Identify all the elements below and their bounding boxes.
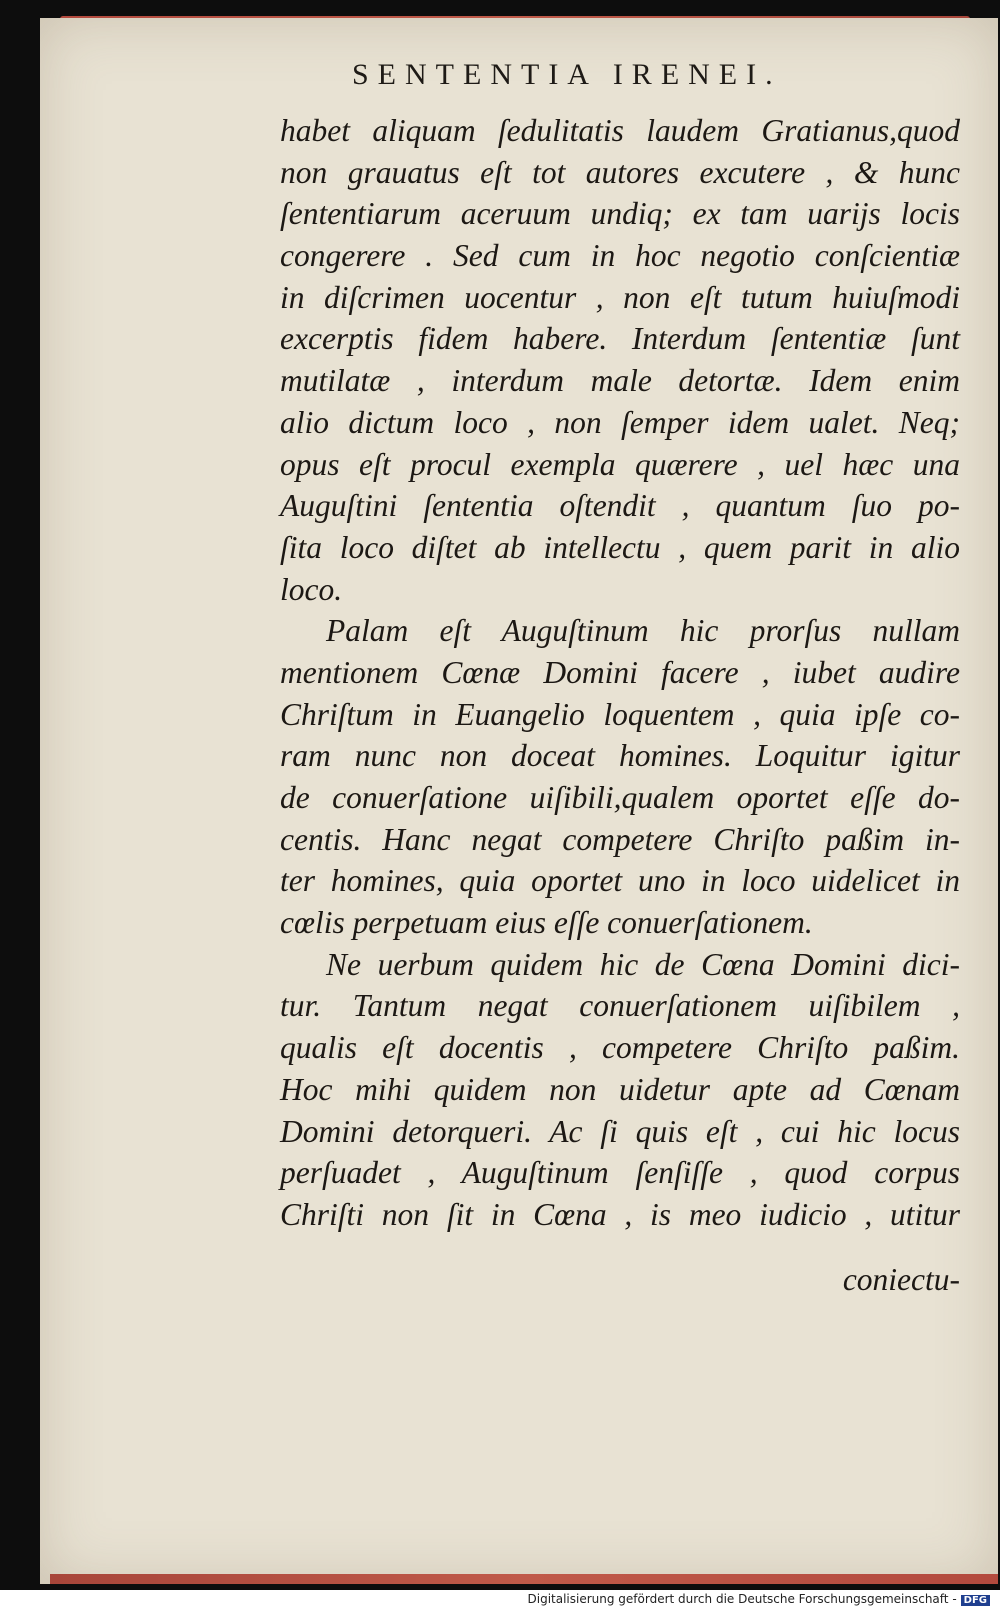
text-line: ram nunc non doceat homines. Loquitur igitur — [280, 738, 960, 774]
dfg-credit — [528, 1592, 991, 1606]
text-line: mentionem Cœnæ Domini facere , iubet audire — [280, 654, 960, 690]
text-line: Auguſtini ſententia oſtendit , quantum ſuo po- — [280, 488, 960, 524]
text-line: qualis eſt docentis , competere Chriſto paßim. — [280, 1030, 960, 1066]
text-line: perſuadet , Auguſtinum ſenſiſſe , quod corpus — [280, 1155, 960, 1191]
text-line: mutilatæ , interdum male detortæ. Idem enim — [280, 363, 960, 399]
text-line: congerere . Sed cum in hoc negotio conſcientiæ — [280, 238, 960, 274]
text-line: de conuerſatione uiſibili,qualem oportet eſſe do- — [280, 780, 960, 815]
text-line: Palam eſt Auguſtinum hic prorſus nullam — [326, 613, 960, 649]
text-line: tur. Tantum negat conuerſationem uiſibilem , — [280, 988, 960, 1024]
dfg-logo: DFG — [961, 1595, 990, 1606]
paragraph — [280, 610, 960, 944]
paragraph — [280, 944, 960, 1236]
text-line: Chriſti non ſit in Cœna , is meo iudicio , utitur — [280, 1196, 960, 1232]
text-line: in diſcrimen uocentur , non eſt tutum huiuſmodi — [280, 279, 960, 315]
text-line: ter homines, quia oportet uno in loco uidelicet in — [280, 863, 960, 899]
text-line: opus eſt procul exempla quærere , uel hæc una — [280, 446, 960, 482]
paragraph — [280, 110, 960, 610]
text-line: alio dictum loco , non ſemper idem ualet. Neq; — [280, 404, 960, 440]
running-head: SENTENTIA IRENEI. — [352, 58, 782, 91]
text-line: loco. — [280, 571, 343, 607]
text-line: Hoc mihi quidem non uidetur apte ad Cœnam — [280, 1071, 960, 1107]
catchword: coniectu- — [842, 1262, 960, 1297]
text-line: centis. Hanc negat competere Chriſto paßim in- — [280, 821, 960, 857]
dfg-credit-text: Digitalisierung gefördert durch die Deutsche Forschungsgemeinschaft - — [527, 1592, 957, 1606]
text-line: excerptis fidem habere. Interdum ſententiæ ſunt — [280, 321, 960, 357]
red-page-edge-bottom — [50, 1574, 998, 1584]
text-line: ſententiarum aceruum undiq; ex tam uarijs locis — [280, 196, 960, 232]
text-line: ſita loco diſtet ab intellectu , quem parit in alio — [280, 529, 960, 565]
body-text — [280, 110, 960, 1236]
text-line: non grauatus eſt tot autores excutere , & hunc — [280, 154, 960, 190]
text-line: Ne uerbum quidem hic de Cœna Domini dici- — [326, 946, 960, 982]
text-line: cœlis perpetuam eius eſſe conuerſationem. — [280, 905, 813, 941]
text-line: Chriſtum in Euangelio loquentem , quia ipſe co- — [280, 696, 960, 732]
text-line: habet aliquam ſedulitatis laudem Gratianus,quod — [280, 113, 960, 148]
text-line: Domini detorqueri. Ac ſi quis eſt , cui hic locus — [280, 1113, 960, 1149]
